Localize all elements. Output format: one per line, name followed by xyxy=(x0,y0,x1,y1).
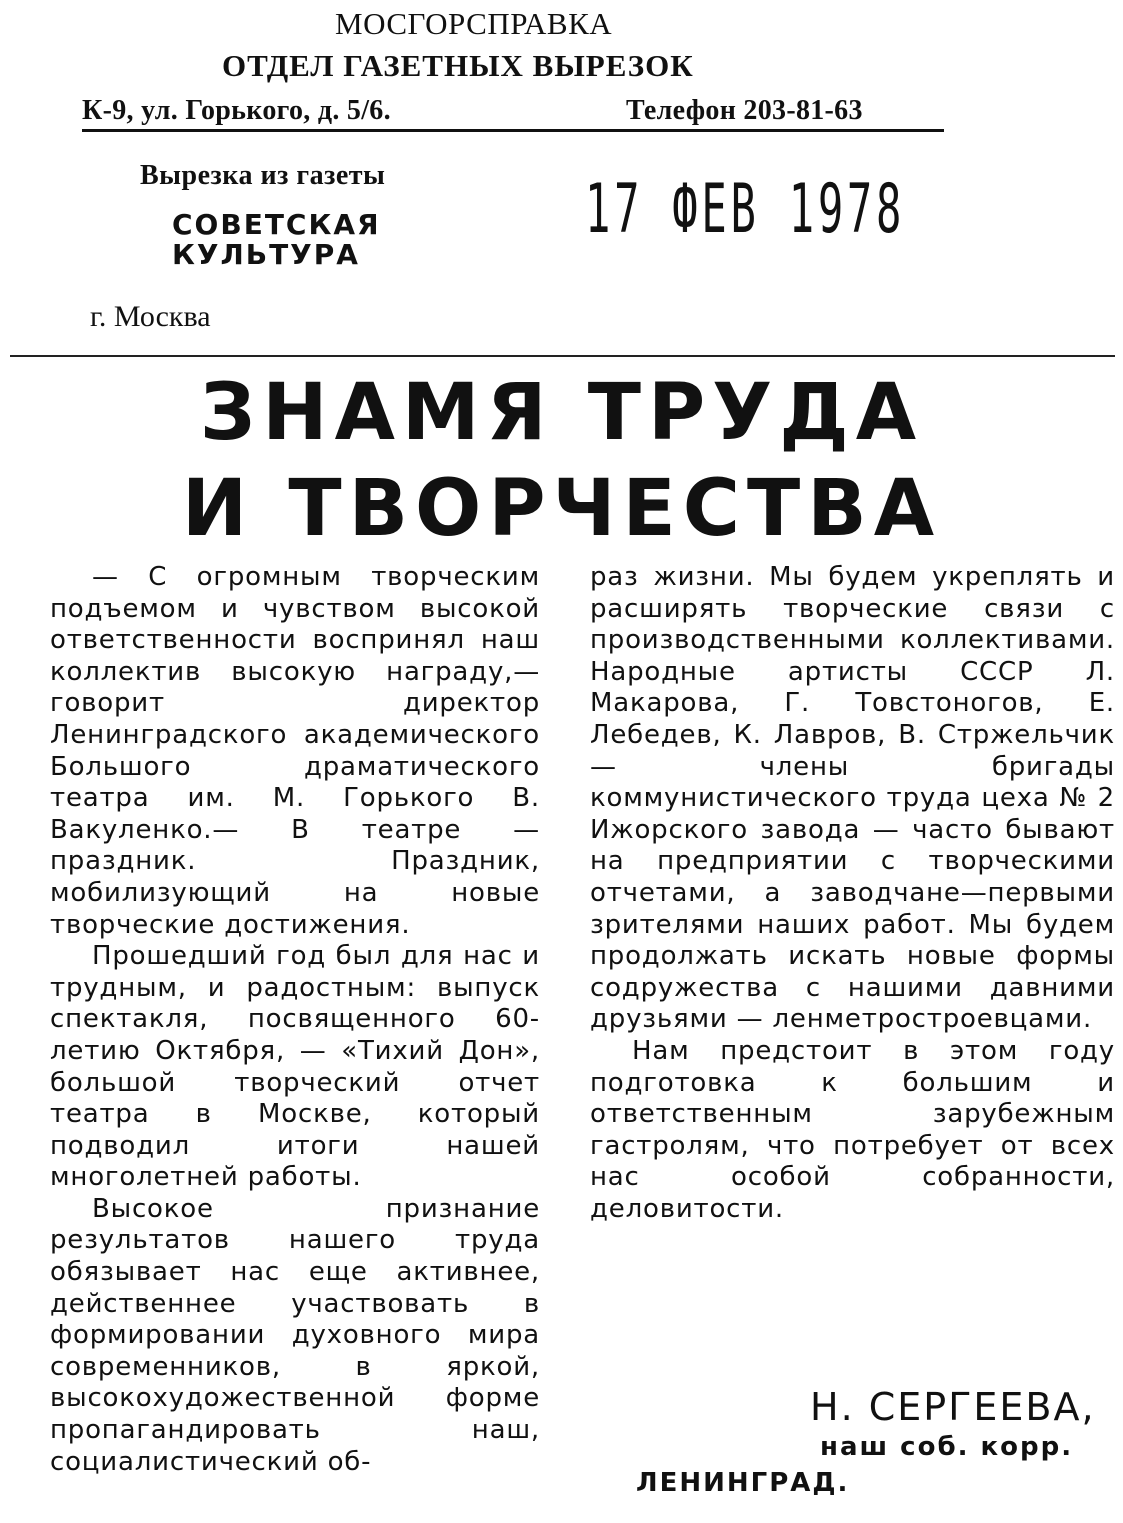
department-name: ОТДЕЛ ГАЗЕТНЫХ ВЫРЕЗОК xyxy=(222,48,694,83)
clipping-label: Вырезка из газеты xyxy=(140,160,386,191)
agency-address: К-9, ул. Горького, д. 5/6. xyxy=(82,95,391,126)
agency-phone: Телефон 203-81-63 xyxy=(626,95,863,126)
article-paragraph: раз жизни. Мы будем укреплять и расширять творческие связи с производственными коллективами. Народные артисты СССР Л. Макарова, Г. Товстоногов, Е. Лебедев, К. Лавров, В. Стржельчик — члены бригады коммунистического труда цеха № 2 Ижорского завода — часто бывают на предприятии с творческими отчетами, а заводчане—первыми зрителями наших работ. Мы будем продолжать искать новые формы содружества с нашими давними друзьями — ленметростроевцами. xyxy=(590,562,1115,1035)
newspaper-name-line2: КУЛЬТУРА xyxy=(172,238,360,271)
article-paragraph: — С огромным творческим подъемом и чувством высокой ответственности воспринял наш коллектив высокую награду,— говорит директор Ленинградского академического Большого драматического театра им. М. Горького В. Вакуленко.— В театре — праздник. Праздник, мобилизующий на новые творческие достижения. xyxy=(50,562,540,940)
header-divider xyxy=(82,129,944,132)
article-title-line2: И ТВОРЧЕСТВА xyxy=(181,464,942,554)
agency-name: МОСГОРСПРАВКА xyxy=(335,6,613,41)
newspaper-name-line1: СОВЕТСКАЯ xyxy=(172,208,381,241)
article-column-left xyxy=(50,562,540,1478)
author-position: наш соб. корр. xyxy=(820,1432,1074,1462)
article-title-line1: ЗНАМЯ ТРУДА xyxy=(199,368,924,458)
article-paragraph: Нам предстоит в этом году подготовка к большим и ответственным зарубежным гастролям, что потребует от всех нас особой собранности, деловитости. xyxy=(590,1035,1115,1224)
date-stamp: 17 ФЕВ 1978 xyxy=(585,170,906,249)
clipping-city: г. Москва xyxy=(90,300,211,333)
article-title xyxy=(0,365,1123,557)
newspaper-name xyxy=(172,210,381,270)
article-paragraph: Прошедший год был для нас и трудным, и радостным: выпуск спектакля, посвященного 60-летию Октября, — «Тихий Дон», большой творческий отчет театра в Москве, который подводил итоги нашей многолетней работы. xyxy=(50,941,540,1193)
clipping-divider xyxy=(10,355,1115,357)
article-paragraph: Высокое признание результатов нашего труда обязывает нас еще активнее, действеннее участвовать в формировании духовного мира современников, в яркой, высокохудожественной форме пропагандировать наш, социалистический об- xyxy=(50,1193,540,1477)
author-signature: Н. СЕРГЕЕВА, xyxy=(810,1385,1096,1429)
article-dateline: ЛЕНИНГРАД. xyxy=(636,1468,850,1498)
article-column-right xyxy=(590,562,1115,1225)
